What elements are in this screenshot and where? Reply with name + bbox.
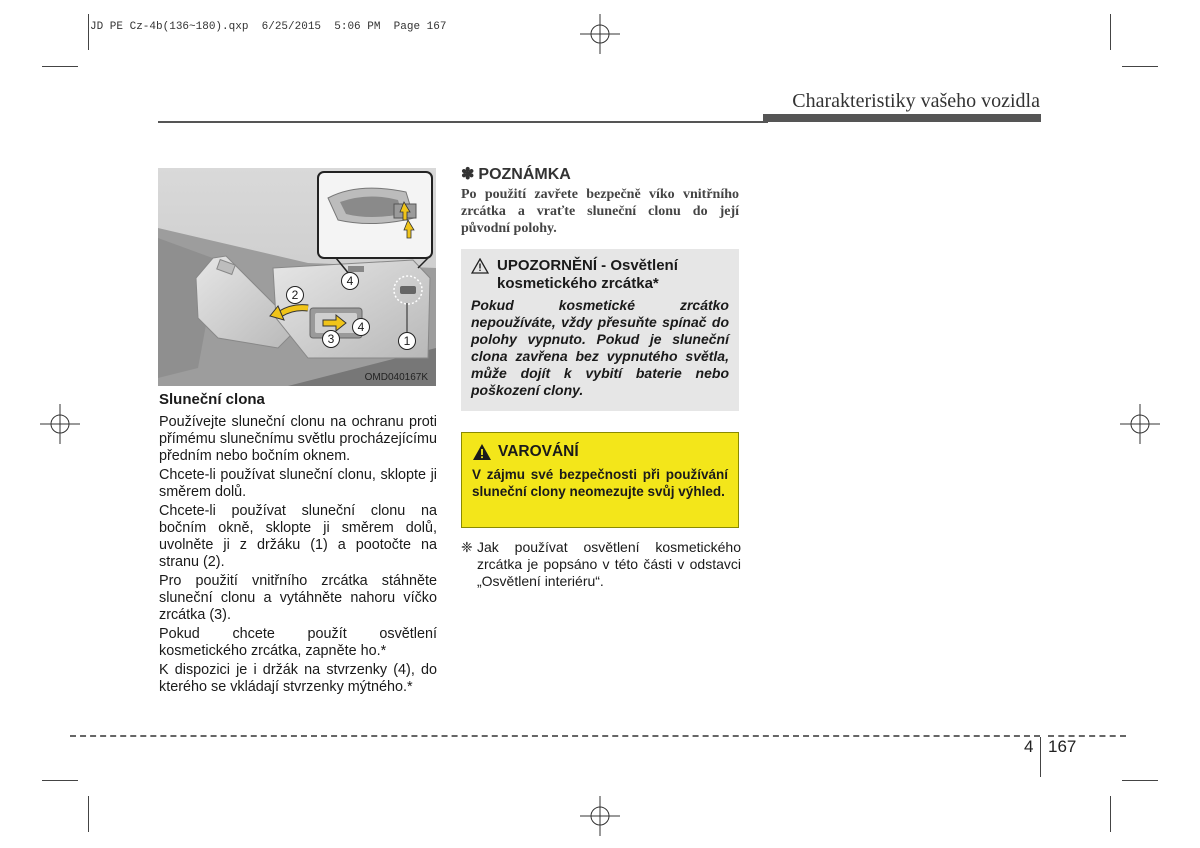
figure-code: OMD040167K [364, 372, 428, 383]
footer-dashed-rule [70, 735, 1040, 737]
print-header: JD PE Cz-4b(136~180).qxp 6/25/2015 5:06 PM Page 167 [90, 21, 447, 33]
callout-label: 4 [357, 320, 365, 334]
callout-label: 2 [291, 288, 299, 302]
caution-title: UPOZORNĚNÍ - Osvětlení kosmetického zrcátka* [497, 257, 678, 292]
warning-text: V zájmu své bezpečnosti při používání sluneční clony neomezujte svůj výhled. [472, 467, 728, 499]
body-text [159, 414, 437, 698]
warning-triangle-icon [472, 443, 492, 461]
footnote-mark-icon: ❈ [461, 539, 473, 555]
note-star-icon: ✽ [461, 166, 475, 183]
paragraph: Chcete-li používat sluneční clonu na bočním okně, sklopte ji směrem dolů, uvolněte ji z držáku (1) a pootočte na stranu (2). [159, 503, 437, 570]
note-text: Po použití zavřete bezpečně víko vnitřního zrcátka a vraťte sluneční clonu do její původní polohy. [461, 187, 739, 236]
crop-mark [42, 780, 78, 781]
footnote [461, 539, 741, 590]
caution-heading [471, 257, 729, 293]
crop-mark [1110, 14, 1111, 50]
note-title [461, 164, 571, 184]
chapter-number: 4 [1024, 737, 1034, 756]
registration-mark-right [1120, 404, 1160, 444]
caution-box [461, 249, 739, 411]
warning-box [461, 432, 739, 528]
warning-heading [472, 443, 728, 461]
footnote-text: Jak používat osvětlení kosmetického zrcátka je popsáno v této části v odstavci „Osvětlení interiéru“. [477, 539, 741, 589]
page-number-separator [1040, 737, 1041, 777]
header-rule-thick [763, 114, 1041, 122]
warning-title: VAROVÁNÍ [498, 443, 579, 460]
registration-mark-top [580, 14, 620, 54]
page-number: 167 [1048, 737, 1077, 756]
crop-mark [88, 796, 89, 832]
sun-visor-illustration [158, 168, 436, 386]
note-title-text: POZNÁMKA [478, 166, 571, 183]
callout-label: 4 [346, 274, 354, 288]
header-rule [158, 121, 768, 123]
crop-mark [1110, 796, 1111, 832]
sun-visor-figure [158, 168, 436, 386]
paragraph: Používejte sluneční clonu na ochranu proti přímému slunečnímu světlu procházejícímu předním nebo bočním oknem. [159, 414, 437, 464]
callout-4-bottom [352, 318, 370, 336]
callout-4-top [341, 272, 359, 290]
crop-mark [1122, 780, 1158, 781]
crop-mark [42, 66, 78, 67]
crop-mark [1122, 66, 1158, 67]
callout-label: 3 [327, 332, 335, 346]
section-heading: Sluneční clona [159, 391, 265, 408]
paragraph: Pro použití vnitřního zrcátka stáhněte sluneční clonu a vytáhněte nahoru víčko zrcátka (3). [159, 573, 437, 623]
callout-3 [322, 330, 340, 348]
caution-text: Pokud kosmetické zrcátko nepoužíváte, vždy přesuňte spínač do polohy vypnuto. Pokud je sluneční clona zavřena bez vypnutého světla, může dojít k vybití baterie nebo poškození clony. [471, 297, 729, 398]
paragraph: Pokud chcete použít osvětlení kosmetického zrcátka, zapněte ho.* [159, 626, 437, 659]
registration-mark-bottom [580, 796, 620, 836]
registration-mark-left [40, 404, 80, 444]
section-title: Charakteristiky vašeho vozidla [792, 90, 1040, 112]
callout-label: 1 [403, 334, 411, 348]
paragraph: K dispozici je i držák na stvrzenky (4), do kterého se vkládají stvrzenky mýtného.* [159, 662, 437, 695]
crop-mark [88, 14, 89, 50]
caution-triangle-icon [471, 258, 489, 274]
paragraph: Chcete-li používat sluneční clonu, sklopte ji směrem dolů. [159, 467, 437, 500]
callout-1 [398, 332, 416, 350]
callout-2 [286, 286, 304, 304]
